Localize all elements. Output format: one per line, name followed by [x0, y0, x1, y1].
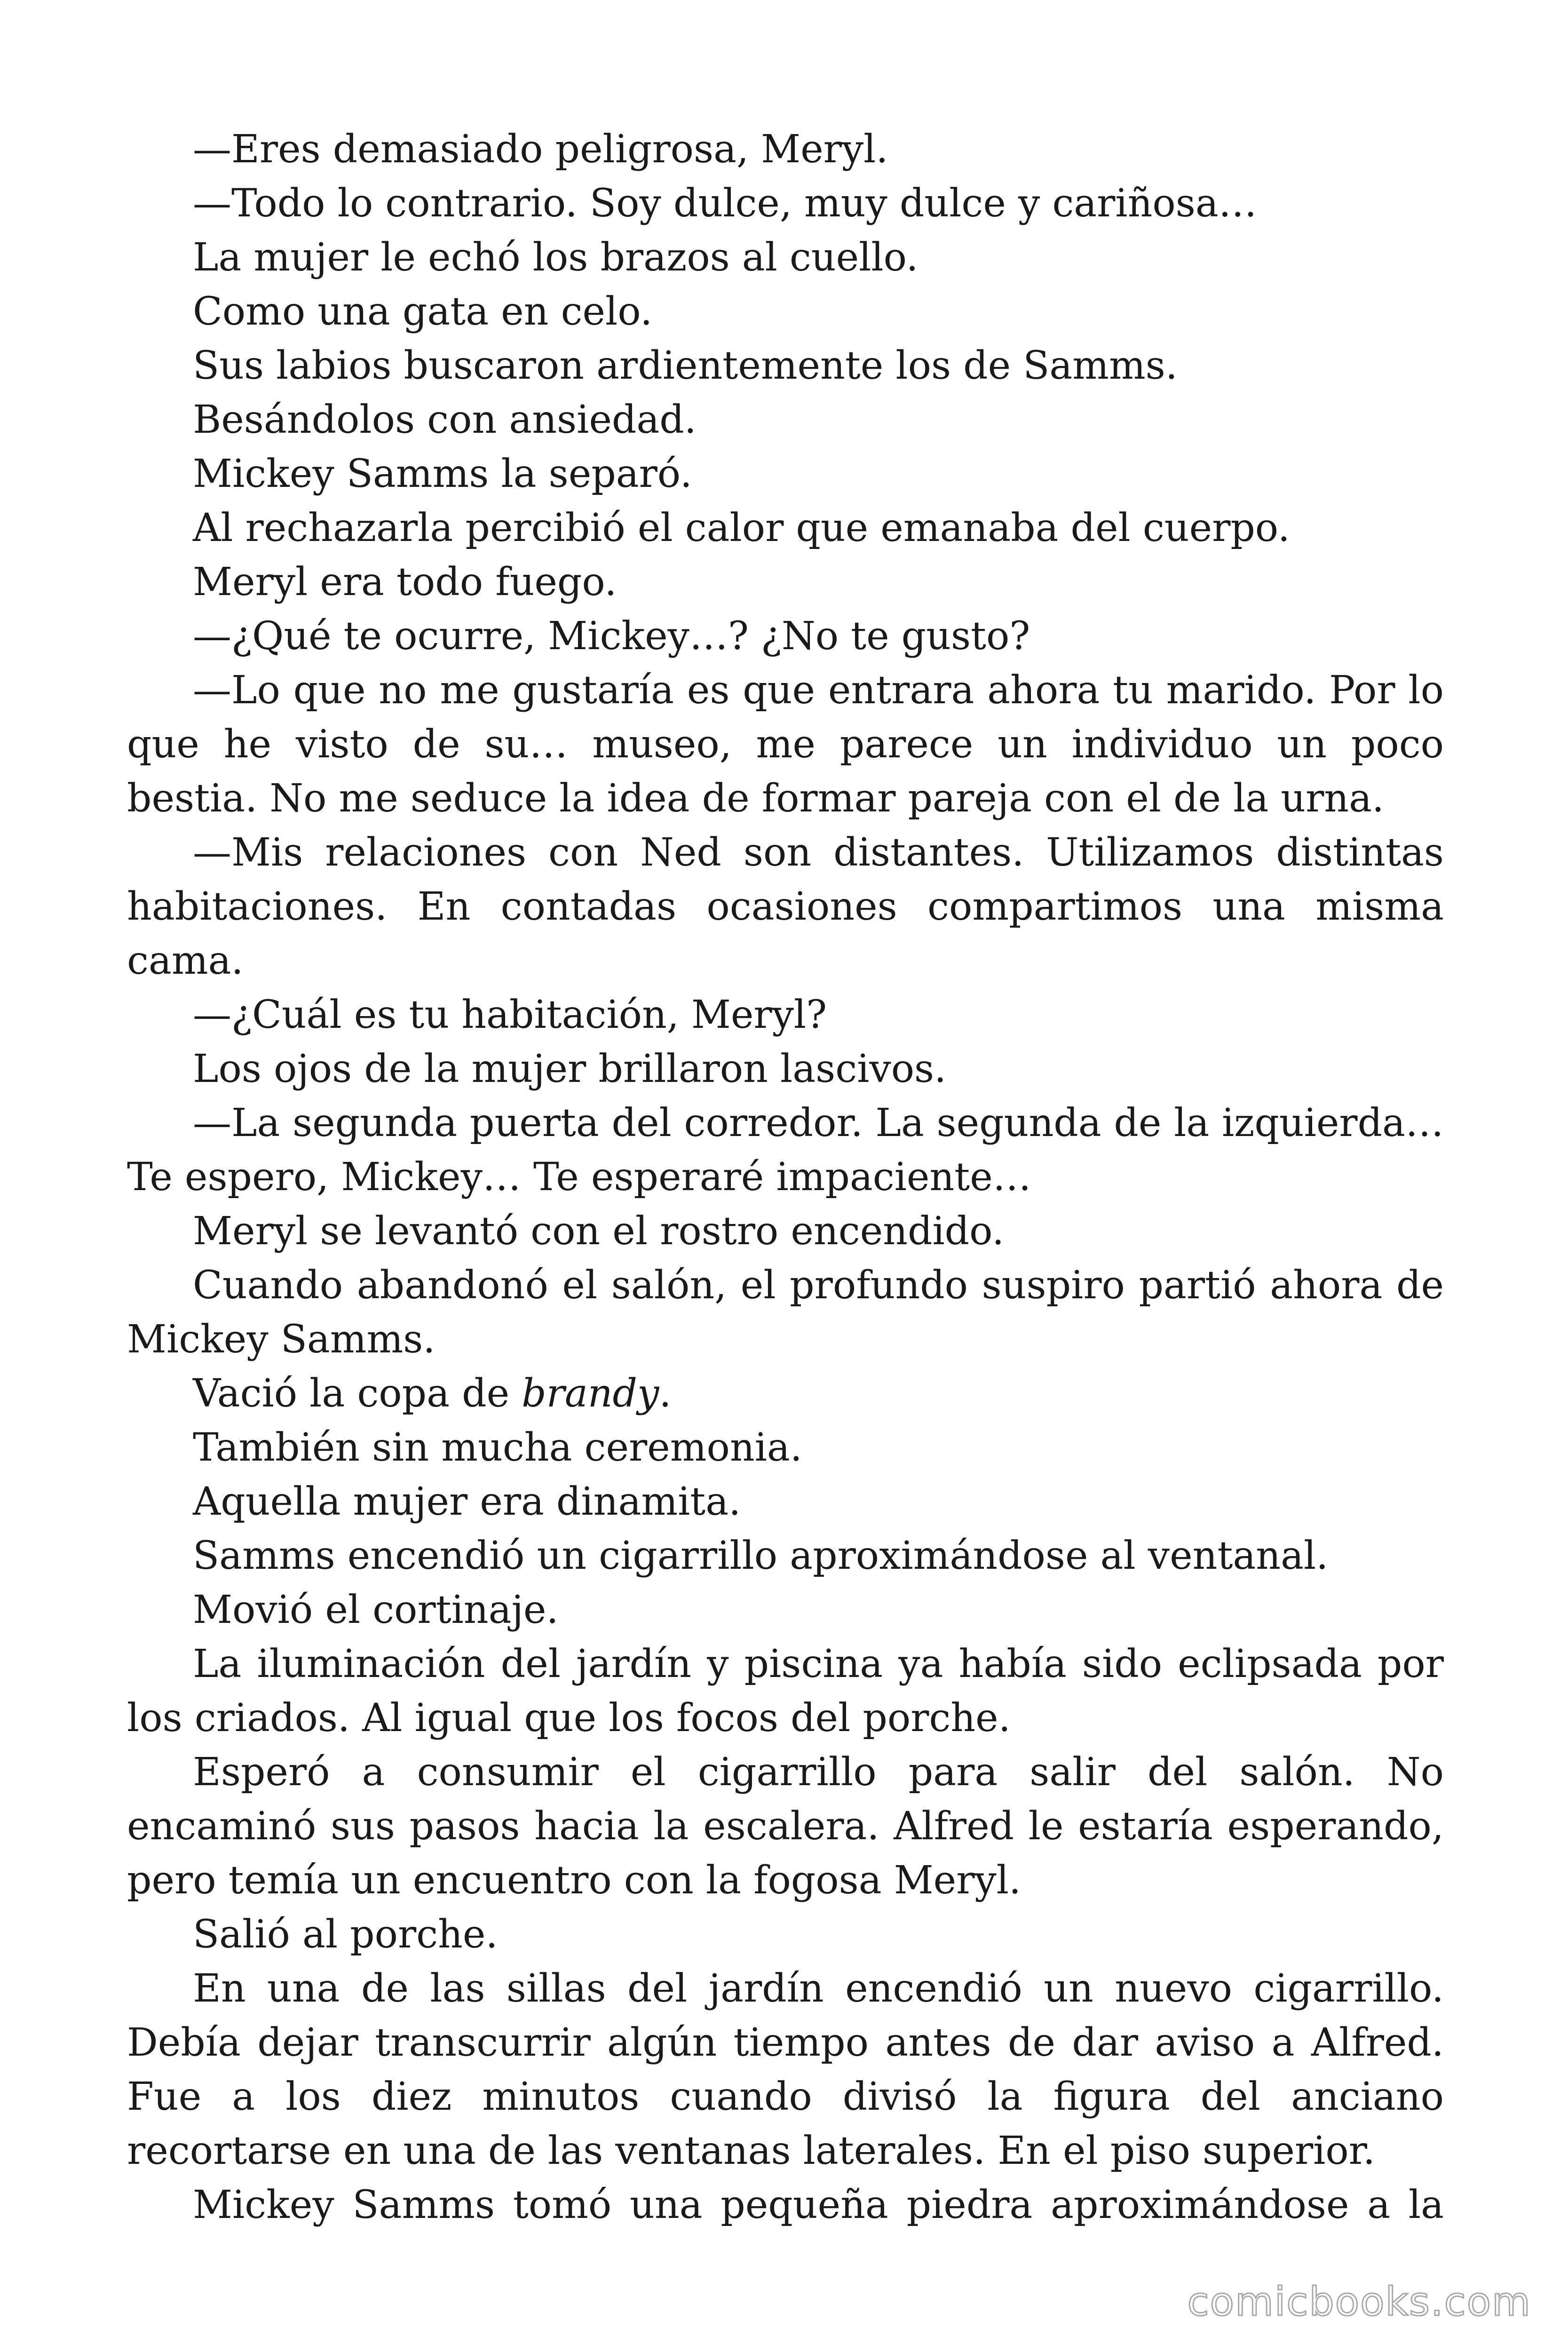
- paragraph: La iluminación del jardín y piscina ya había sido eclipsada por los criados. Al igual que los focos del porche.: [127, 1642, 1444, 1740]
- paragraph: —Todo lo contrario. Soy dulce, muy dulce y cariñosa…: [193, 181, 1257, 226]
- paragraph: Mickey Samms la separó.: [193, 452, 692, 496]
- watermark: comicbooks.com: [1187, 2279, 1531, 2325]
- paragraph: Movió el cortinaje.: [193, 1588, 559, 1632]
- paragraph: Los ojos de la mujer brillaron lascivos.: [193, 1047, 947, 1091]
- paragraph: Sus labios buscaron ardientemente los de Samms.: [193, 343, 1178, 388]
- paragraph: Besándolos con ansiedad.: [193, 397, 697, 442]
- paragraph-text: .: [659, 1371, 672, 1416]
- paragraph: [127, 1367, 1444, 1421]
- paragraph: Mickey Samms tomó una pequeña piedra aproximándose a la: [193, 2183, 1444, 2227]
- paragraph: Como una gata en celo.: [193, 289, 653, 334]
- paragraph: Samms encendió un cigarrillo aproximándose al ventanal.: [193, 1534, 1329, 1578]
- paragraph: —¿Cuál es tu habitación, Meryl?: [193, 993, 827, 1037]
- paragraph: Meryl era todo fuego.: [193, 560, 617, 604]
- paragraph-text: Vació la copa de: [193, 1371, 522, 1416]
- paragraph: —Eres demasiado peligrosa, Meryl.: [193, 127, 888, 172]
- paragraph: En una de las sillas del jardín encendió un nuevo cigarrillo. Debía dejar transcurrir algún tiempo antes de dar aviso a Alfred. Fue a los diez minutos cuando divisó la figura del anciano recortarse en una de las ventanas laterales. En el piso superior.: [127, 1966, 1444, 2173]
- paragraph: También sin mucha ceremonia.: [193, 1425, 802, 1470]
- paragraph: —La segunda puerta del corredor. La segunda de la izquierda… Te espero, Mickey… Te esperaré impaciente…: [127, 1101, 1444, 1200]
- italic-word: brandy: [522, 1371, 659, 1416]
- paragraph: —Mis relaciones con Ned son distantes. Utilizamos distintas habitaciones. En contadas ocasiones compartimos una misma cama.: [127, 830, 1444, 983]
- paragraph: Meryl se levantó con el rostro encendido.: [193, 1209, 1005, 1254]
- paragraph: Esperó a consumir el cigarrillo para salir del salón. No encaminó sus pasos hacia la escalera. Alfred le estaría esperando, pero temía un encuentro con la fogosa Meryl.: [127, 1750, 1444, 1903]
- paragraph: Salió al porche.: [193, 1912, 498, 1957]
- paragraph: Al rechazarla percibió el calor que emanaba del cuerpo.: [193, 506, 1290, 550]
- paragraph: —¿Qué te ocurre, Mickey…? ¿No te gusto?: [193, 614, 1030, 659]
- paragraph: Cuando abandonó el salón, el profundo suspiro partió ahora de Mickey Samms.: [127, 1263, 1444, 1362]
- paragraph: Aquella mujer era dinamita.: [193, 1479, 741, 1524]
- body-text: [127, 122, 1444, 2232]
- paragraph: —Lo que no me gustaría es que entrara ahora tu marido. Por lo que he visto de su… museo, me parece un individuo un poco bestia. No me seduce la idea de formar pareja con el de la urna.: [127, 668, 1444, 821]
- paragraph: La mujer le echó los brazos al cuello.: [193, 235, 919, 280]
